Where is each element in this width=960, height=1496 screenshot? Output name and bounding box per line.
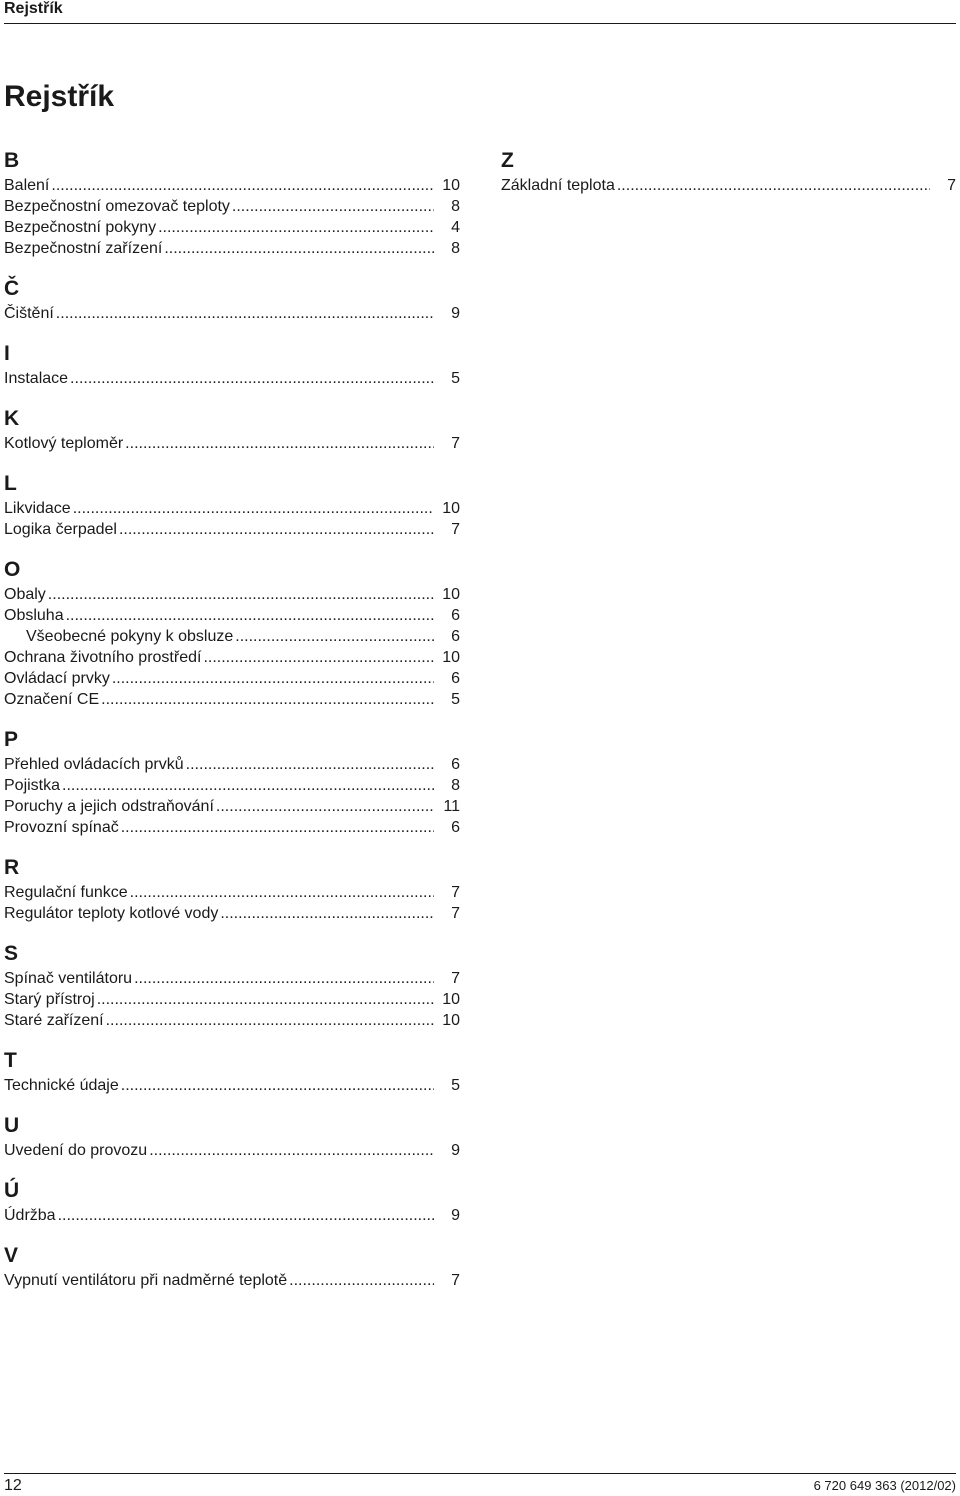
dot-leader <box>121 817 434 838</box>
index-entry-page: 5 <box>451 370 460 387</box>
dot-leader <box>56 303 434 324</box>
page-title: Rejstřík <box>4 80 115 113</box>
index-letter-heading: U <box>4 1114 20 1137</box>
index-entry <box>4 1205 460 1226</box>
index-entry <box>4 238 460 259</box>
header-divider <box>4 23 956 24</box>
index-entry-label: Základní teplota <box>501 177 615 194</box>
index-entry-page: 7 <box>451 970 460 987</box>
index-entry-page: 6 <box>451 628 460 645</box>
index-entry-label: Staré zařízení <box>4 1012 104 1029</box>
dot-leader <box>58 1205 434 1226</box>
index-entry <box>4 689 460 710</box>
index-entry-page: 10 <box>442 991 460 1008</box>
index-entry <box>4 1010 460 1031</box>
index-entry-page: 9 <box>451 1142 460 1159</box>
index-entry <box>4 303 460 324</box>
index-entry <box>4 433 460 454</box>
index-group <box>4 1243 460 1291</box>
index-entry-page: 8 <box>451 777 460 794</box>
index-entry <box>4 882 460 903</box>
index-entry-page: 10 <box>442 500 460 517</box>
index-entry-label: Bezpečnostní zařízení <box>4 240 163 257</box>
dot-leader <box>106 1010 434 1031</box>
index-entry-label: Balení <box>4 177 50 194</box>
index-letter-heading: R <box>4 856 20 879</box>
index-entry-page: 6 <box>451 670 460 687</box>
dot-leader <box>112 668 434 689</box>
dot-leader <box>130 882 434 903</box>
index-letter-heading: V <box>4 1244 19 1267</box>
index-entry-page: 4 <box>451 219 460 236</box>
index-entry-label: Bezpečnostní pokyny <box>4 219 157 236</box>
index-entry <box>4 1140 460 1161</box>
index-entry-label: Obsluha <box>4 607 64 624</box>
index-entry-page: 6 <box>451 756 460 773</box>
dot-leader <box>203 647 434 668</box>
index-entry <box>4 775 460 796</box>
index-entry-page: 7 <box>451 521 460 538</box>
index-entry-page: 7 <box>451 435 460 452</box>
index-group <box>4 1178 460 1226</box>
dot-leader <box>235 626 434 647</box>
dot-leader <box>158 217 434 238</box>
index-entry <box>4 968 460 989</box>
index-entry <box>4 796 460 817</box>
index-entry-page: 10 <box>442 586 460 603</box>
footer-document-code: 6 720 649 363 (2012/02) <box>813 1478 956 1493</box>
index-letter-heading: Č <box>4 277 20 300</box>
dot-leader <box>70 368 434 389</box>
index-entry <box>4 989 460 1010</box>
index-entry-label: Uvedení do provozu <box>4 1142 148 1159</box>
index-entry <box>4 175 460 196</box>
index-group <box>4 276 460 324</box>
index-entry <box>4 754 460 775</box>
index-entry-page: 5 <box>451 1077 460 1094</box>
index-entry-label: Všeobecné pokyny k obsluze <box>26 628 234 645</box>
index-group <box>4 855 460 924</box>
dot-leader <box>289 1270 434 1291</box>
dot-leader <box>66 605 434 626</box>
index-letter-heading: P <box>4 728 19 751</box>
index-group <box>4 1048 460 1096</box>
index-entry-page: 7 <box>451 884 460 901</box>
index-entry-page: 6 <box>451 607 460 624</box>
index-letter-heading: O <box>4 558 21 581</box>
index-column-right <box>501 148 956 213</box>
index-entry-label: Starý přístroj <box>4 991 95 1008</box>
index-entry-label: Spínač ventilátoru <box>4 970 133 987</box>
dot-leader <box>617 175 930 196</box>
index-entry <box>501 175 956 196</box>
index-entry-label: Provozní spínač <box>4 819 119 836</box>
dot-leader <box>121 1075 434 1096</box>
index-entry-label: Čištění <box>4 305 54 322</box>
index-letter-heading: Ú <box>4 1179 20 1202</box>
index-entry-label: Označení CE <box>4 691 100 708</box>
dot-leader <box>48 584 434 605</box>
index-group <box>4 471 460 540</box>
index-entry-label: Pojistka <box>4 777 61 794</box>
index-letter-heading: I <box>4 342 10 365</box>
index-letter-heading: S <box>4 942 19 965</box>
index-entry-page: 8 <box>451 198 460 215</box>
index-group <box>4 557 460 710</box>
dot-leader <box>119 519 434 540</box>
index-entry-label: Bezpečnostní omezovač teploty <box>4 198 230 215</box>
index-entry-page: 7 <box>451 1272 460 1289</box>
index-entry <box>4 217 460 238</box>
index-entry-page: 10 <box>442 649 460 666</box>
index-group <box>501 148 956 196</box>
index-entry-page: 7 <box>451 905 460 922</box>
index-entry-label: Likvidace <box>4 500 71 517</box>
dot-leader <box>97 989 434 1010</box>
index-entry <box>4 903 460 924</box>
dot-leader <box>101 689 434 710</box>
index-entry-page: 10 <box>442 177 460 194</box>
index-entry <box>4 1075 460 1096</box>
index-entry <box>4 647 460 668</box>
index-entry-label: Kotlový teploměr <box>4 435 124 452</box>
index-entry <box>4 196 460 217</box>
dot-leader <box>51 175 434 196</box>
dot-leader <box>220 903 434 924</box>
index-entry <box>4 1270 460 1291</box>
index-entry <box>4 368 460 389</box>
index-entry-label: Ochrana životního prostředí <box>4 649 202 666</box>
running-header: Rejstřík <box>4 0 63 17</box>
index-entry-label: Ovládací prvky <box>4 670 110 687</box>
index-entry-page: 9 <box>451 305 460 322</box>
dot-leader <box>62 775 434 796</box>
index-entry <box>4 668 460 689</box>
index-group <box>4 148 460 259</box>
footer-page-number: 12 <box>4 1477 22 1494</box>
index-entry-page: 9 <box>451 1207 460 1224</box>
dot-leader <box>73 498 434 519</box>
index-entry <box>4 817 460 838</box>
index-entry-label: Regulační funkce <box>4 884 128 901</box>
index-column-left <box>4 148 460 1308</box>
index-entry-label: Logika čerpadel <box>4 521 117 538</box>
index-entry <box>4 498 460 519</box>
index-entry-label: Poruchy a jejich odstraňování <box>4 798 214 815</box>
index-entry <box>4 605 460 626</box>
dot-leader <box>149 1140 434 1161</box>
index-entry <box>4 519 460 540</box>
index-group <box>4 1113 460 1161</box>
dot-leader <box>216 796 434 817</box>
index-group <box>4 406 460 454</box>
index-entry-page: 6 <box>451 819 460 836</box>
index-entry-label: Obaly <box>4 586 46 603</box>
index-entry-label: Regulátor teploty kotlové vody <box>4 905 219 922</box>
index-entry-label: Přehled ovládacích prvků <box>4 756 184 773</box>
index-entry <box>4 584 460 605</box>
index-group <box>4 727 460 838</box>
index-entry-page: 8 <box>451 240 460 257</box>
index-entry-label: Údržba <box>4 1207 56 1224</box>
dot-leader <box>134 968 434 989</box>
index-entry-label: Instalace <box>4 370 69 387</box>
index-group <box>4 941 460 1031</box>
dot-leader <box>164 238 434 259</box>
footer-divider <box>4 1473 956 1474</box>
dot-leader <box>232 196 434 217</box>
index-entry-page: 5 <box>451 691 460 708</box>
index-entry-page: 10 <box>442 1012 460 1029</box>
index-entry-page: 11 <box>443 798 460 815</box>
index-letter-heading: L <box>4 472 17 495</box>
dot-leader <box>186 754 434 775</box>
index-letter-heading: Z <box>501 149 514 172</box>
index-letter-heading: B <box>4 149 20 172</box>
index-entry-label: Technické údaje <box>4 1077 119 1094</box>
index-letter-heading: K <box>4 407 20 430</box>
dot-leader <box>125 433 434 454</box>
index-entry-page: 7 <box>947 177 956 194</box>
index-letter-heading: T <box>4 1049 17 1072</box>
index-subentry <box>4 626 460 647</box>
index-group <box>4 341 460 389</box>
index-entry-label: Vypnutí ventilátoru při nadměrné teplotě <box>4 1272 288 1289</box>
